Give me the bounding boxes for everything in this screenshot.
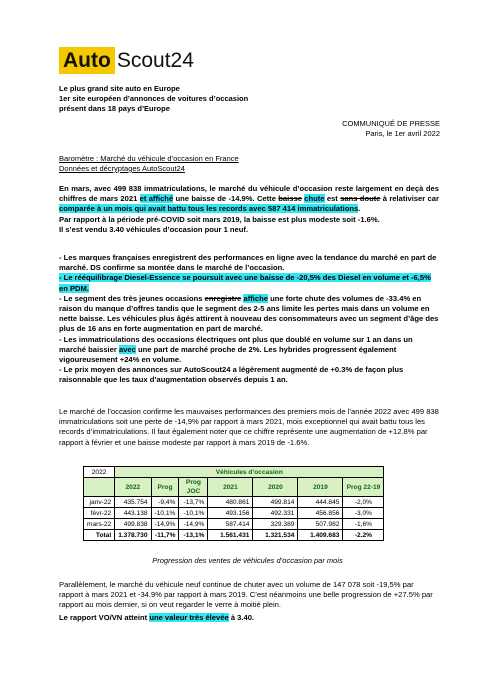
intro-line3: Il s’est vendu 3.40 véhicules d’occasion pour 1 neuf. <box>59 224 249 234</box>
group-header: Véhicules d’occasion <box>115 467 384 478</box>
column-header: Prog JOC <box>179 478 208 497</box>
highlight: et affiché <box>139 194 174 204</box>
key-points <box>59 253 439 386</box>
bullet-electric: - Les immatriculations des occasions électriques ont plus que doublé en volume sur 1 an dans un marché baissier avec une part de marché proche de 2%. Les hybrides progressent également vigoureusement +24% en volume. <box>59 334 413 365</box>
struck-text: sans doute <box>340 194 381 204</box>
table-cell: -11,7% <box>151 530 179 541</box>
table-cell: 507.982 <box>298 519 343 530</box>
bullet-segments: - Le segment des très jeunes occasions enregistre affiche une forte chute des volumes de -33.4% en raison du manque d’offres tandis que le segment des 2-5 ans limite les pertes mais dans un volume en nette baisse. Les véhicules plus âgés attirent à nouveau des consommateurs avec un segment d’âge des plus de 16 ans en forte augmentation en part de marché. <box>59 293 439 334</box>
table-cell: 1.321.534 <box>253 530 298 541</box>
ratio-line: Le rapport VO/VN atteint une valeur très élevée à 3.40. <box>59 613 255 622</box>
table-cell: 480.861 <box>208 497 253 508</box>
bullet-price: - Le prix moyen des annonces sur AutoScout24 a légèrement augmenté de +0.3% de façon plus raisonnable que les taux d’augmentation observés depuis 1 an. <box>59 365 404 385</box>
struck-text: baisse <box>278 194 302 204</box>
press-date: Paris, le 1er avril 2022 <box>365 129 440 138</box>
tagline-line1: Le plus grand site auto en Europe <box>59 84 180 93</box>
sales-table <box>83 466 384 541</box>
table-cell: -13,7% <box>179 497 208 508</box>
tagline-line2: 1er site européen d’annonces de voitures d’occasion <box>59 94 249 103</box>
column-header: Prog <box>151 478 179 497</box>
highlight: - Le rééquilibrage Diesel-Essence se poursuit avec une baisse de -20,5% des Diesel en volume et -6,5% en PDM. <box>59 273 431 293</box>
logo-box: Auto <box>59 47 115 74</box>
highlight: une valeur très élevée <box>149 613 229 622</box>
table-row <box>84 508 384 519</box>
table-caption: Progression des ventes de véhicules d’occasion par mois <box>152 556 343 565</box>
table-cell: -14,9% <box>151 519 179 530</box>
new-car-paragraph: Parallèlement, le marché du véhicule neuf continue de chuter avec un volume de 147 078 soit -19,5% par rapport à mars 2021 et -34.9% par rapport à mars 2019. C’est néanmoins une belle progression de +27.5% par rapport au mois dernier, si on veut regarder le verre à moitié plein. <box>59 580 433 610</box>
table-cell: 499.814 <box>253 497 298 508</box>
table-cell: -1,6% <box>343 519 384 530</box>
highlight: affiche <box>243 293 268 303</box>
table-cell: 456.856 <box>298 508 343 519</box>
column-header: Prog 22-19 <box>343 478 384 497</box>
press-title: COMMUNIQUÉ DE PRESSE <box>342 119 440 128</box>
row-label: Total <box>84 530 115 541</box>
column-header: 2021 <box>208 478 253 497</box>
table-row <box>84 519 384 530</box>
table-cell: -13,1% <box>179 530 208 541</box>
highlight: comparée à un mois qui avait battu tous les records avec 587 414 immatriculations <box>59 204 359 214</box>
logo-text: Scout24 <box>116 48 194 72</box>
table-row <box>84 497 384 508</box>
table-cell: 587.414 <box>208 519 253 530</box>
table-cell: 435.754 <box>115 497 151 508</box>
subheading <box>59 154 239 174</box>
table-cell: 443.138 <box>115 508 151 519</box>
intro-line1: En mars, avec 499 838 immatriculations, le marché du véhicule d’occasion reste largement en deçà des chiffres de mars 2021 et affiché une baisse de -14.9%. Cette baisse chute est sans doute à relativiser car comparée à un mois qui avait battu tous les records avec 587 414 immatriculations. <box>59 184 439 214</box>
table-cell: -10,1% <box>151 508 179 519</box>
table-cell: -2.2% <box>343 530 384 541</box>
autoscout24-logo <box>59 47 194 74</box>
header-empty <box>84 478 115 497</box>
table-cell: -3,0% <box>343 508 384 519</box>
subheading-line1: Baromètre : Marché du véhicule d’occasion en France <box>59 154 239 163</box>
struck-text: enregistre <box>204 293 242 303</box>
subheading-line2: Données et décryptages AutoScout24 <box>59 164 185 173</box>
table-cell: -10,1% <box>179 508 208 519</box>
table-cell: 1.378.730 <box>115 530 151 541</box>
row-label: mars-22 <box>84 519 115 530</box>
table-cell: -2,0% <box>343 497 384 508</box>
market-paragraph: Le marché de l’occasion confirme les mauvaises performances des premiers mois de l’année 2022 avec 499 838 immatriculations soit une perte de -14,9% par rapport à mars 2021, mois exceptionnel qui avait battu tous les records d’immatriculations. Il faut également noter que ce chiffre représente une augmentation de +12.8% par rapport à février et une baisse modeste par rapport à mars 2019 de -1.6%. <box>59 407 439 447</box>
highlight: chute <box>304 194 325 204</box>
column-header: 2022 <box>115 478 151 497</box>
table-cell: 1.561.431 <box>208 530 253 541</box>
year-label: 2022 <box>84 467 115 478</box>
bullet-brands: - Les marques françaises enregistrent des performances en ligne avec la tendance du marché en part de marché. DS confirme sa montée dans le marché de l’occasion. <box>59 253 437 273</box>
table-cell: -9,4% <box>151 497 179 508</box>
highlight: avec <box>118 344 136 354</box>
row-label: janv-22 <box>84 497 115 508</box>
table-total-row <box>84 530 384 541</box>
bullet-diesel <box>59 273 439 293</box>
table-cell: 499.838 <box>115 519 151 530</box>
table-cell: 1.409.683 <box>298 530 343 541</box>
tagline-line3: présent dans 18 pays d’Europe <box>59 104 170 113</box>
table-cell: 493.156 <box>208 508 253 519</box>
table-group-row <box>84 467 384 478</box>
intro-paragraph <box>59 184 439 235</box>
table-cell: 492.331 <box>253 508 298 519</box>
intro-line2: Par rapport à la période pré-COVID soit mars 2019, la baisse est plus modeste soit -1.6%. <box>59 214 380 224</box>
table-cell: 444.845 <box>298 497 343 508</box>
press-header <box>342 119 440 139</box>
column-header: 2019 <box>298 478 343 497</box>
table-header-row <box>84 478 384 497</box>
table-cell: -14,9% <box>179 519 208 530</box>
row-label: févr-22 <box>84 508 115 519</box>
column-header: 2020 <box>253 478 298 497</box>
table-cell: 329.389 <box>253 519 298 530</box>
tagline <box>59 84 248 114</box>
